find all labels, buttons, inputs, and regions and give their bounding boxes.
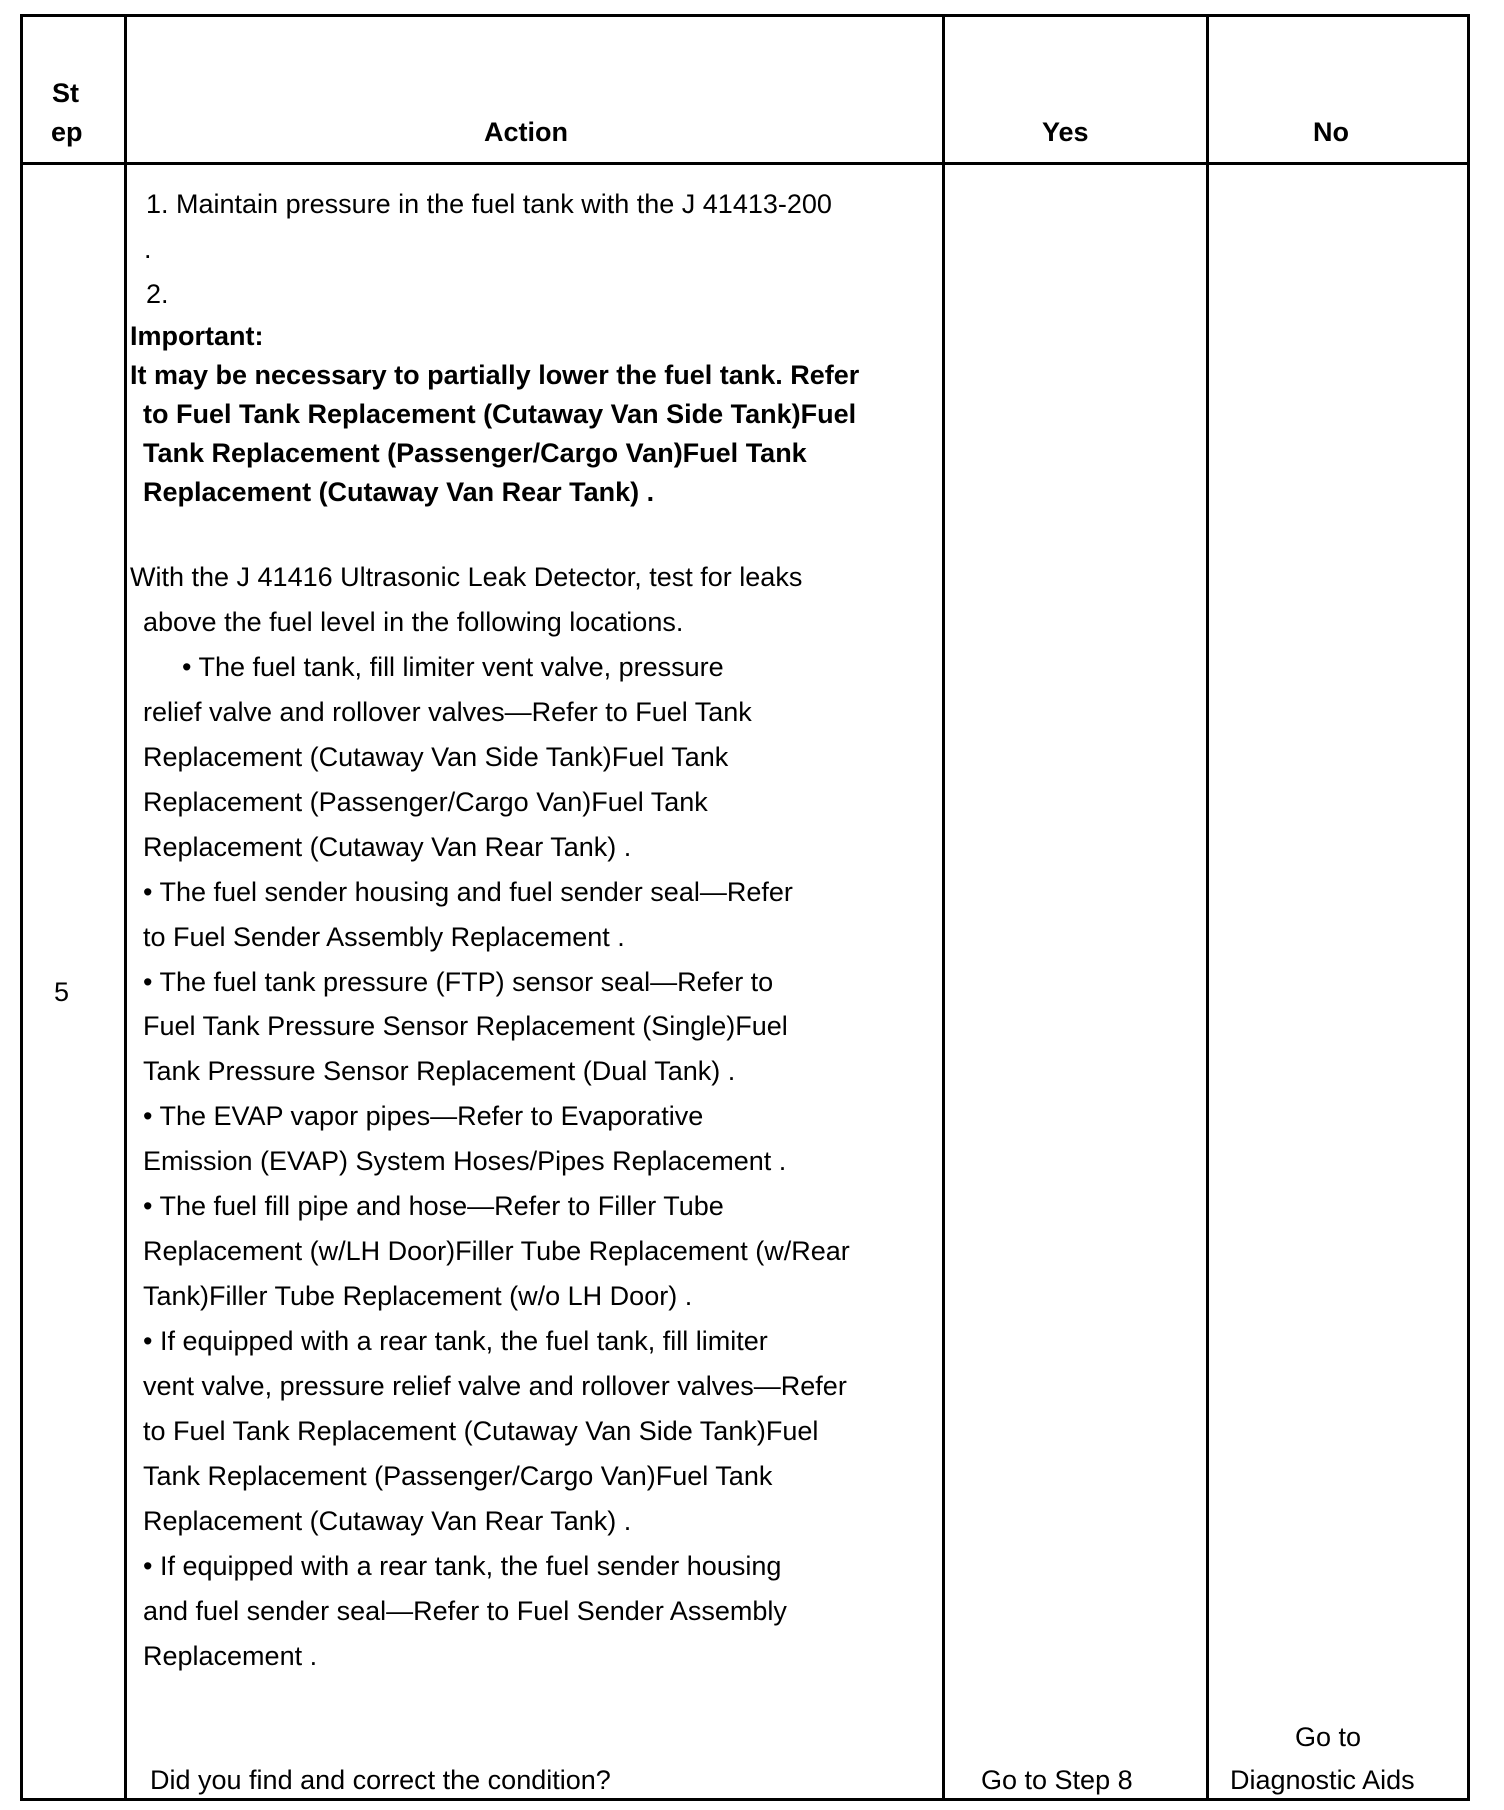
header-action: Action — [484, 117, 568, 147]
action-line: Tank Replacement (Passenger/Cargo Van)Fuel Tank — [143, 1461, 773, 1491]
bullet-line: • The fuel tank, fill limiter vent valve, pressure — [182, 652, 724, 682]
action-line: to Fuel Sender Assembly Replacement . — [143, 922, 625, 952]
header-step-line1: St — [52, 78, 79, 108]
yes-action: Go to Step 8 — [981, 1765, 1133, 1795]
action-line: and fuel sender seal—Refer to Fuel Sender Assembly — [143, 1596, 787, 1626]
column-divider-action-yes — [942, 14, 945, 1801]
bullet-line: • The fuel sender housing and fuel sender seal—Refer — [143, 877, 793, 907]
bullet-line: • The EVAP vapor pipes—Refer to Evaporative — [143, 1101, 704, 1131]
header-no: No — [1313, 117, 1349, 147]
action-line: Replacement (Cutaway Van Side Tank)Fuel Tank — [143, 742, 729, 772]
action-line: 2. — [146, 279, 169, 309]
action-line: . — [144, 234, 152, 264]
important-note-line: Tank Replacement (Passenger/Cargo Van)Fuel Tank — [143, 438, 807, 468]
action-line: Replacement (w/LH Door)Filler Tube Replacement (w/Rear — [143, 1236, 850, 1266]
action-line: Replacement (Passenger/Cargo Van)Fuel Tank — [143, 787, 708, 817]
action-line: Tank Pressure Sensor Replacement (Dual Tank) . — [143, 1056, 736, 1086]
bullet-line: • If equipped with a rear tank, the fuel sender housing — [143, 1551, 782, 1581]
header-step-line2: ep — [51, 117, 83, 147]
important-note-line: It may be necessary to partially lower the fuel tank. Refer — [130, 360, 860, 390]
question: Did you find and correct the condition? — [150, 1765, 611, 1795]
action-line: above the fuel level in the following locations. — [143, 607, 684, 637]
bullet-line: • The fuel tank pressure (FTP) sensor seal—Refer to — [143, 967, 774, 997]
bullet-line: • If equipped with a rear tank, the fuel tank, fill limiter — [143, 1326, 768, 1356]
action-line: Replacement . — [143, 1641, 318, 1671]
action-line: With the J 41416 Ultrasonic Leak Detector, test for leaks — [130, 562, 803, 592]
action-line: Replacement (Cutaway Van Rear Tank) . — [143, 1506, 632, 1536]
no-action-line2: Diagnostic Aids — [1230, 1765, 1415, 1795]
header-divider — [20, 162, 1470, 165]
action-line: Replacement (Cutaway Van Rear Tank) . — [143, 832, 632, 862]
column-divider-yes-no — [1206, 14, 1209, 1801]
action-line: Fuel Tank Pressure Sensor Replacement (Single)Fuel — [143, 1011, 788, 1041]
important-note-line: to Fuel Tank Replacement (Cutaway Van Side Tank)Fuel — [143, 399, 857, 429]
action-line: vent valve, pressure relief valve and rollover valves—Refer — [143, 1371, 847, 1401]
action-line: 1. Maintain pressure in the fuel tank with the J 41413-200 — [146, 189, 832, 219]
column-divider-step-action — [124, 14, 127, 1801]
action-line: relief valve and rollover valves—Refer to Fuel Tank — [143, 697, 752, 727]
action-line: Emission (EVAP) System Hoses/Pipes Replacement . — [143, 1146, 787, 1176]
action-line: Tank)Filler Tube Replacement (w/o LH Door) . — [143, 1281, 693, 1311]
important-note-line: Replacement (Cutaway Van Rear Tank) . — [143, 477, 655, 507]
header-yes: Yes — [1042, 117, 1089, 147]
action-line: to Fuel Tank Replacement (Cutaway Van Side Tank)Fuel — [143, 1416, 819, 1446]
bullet-line: • The fuel fill pipe and hose—Refer to Filler Tube — [143, 1191, 724, 1221]
no-action-line1: Go to — [1295, 1722, 1362, 1752]
step-number: 5 — [54, 977, 70, 1007]
important-label: Important: — [130, 321, 264, 351]
